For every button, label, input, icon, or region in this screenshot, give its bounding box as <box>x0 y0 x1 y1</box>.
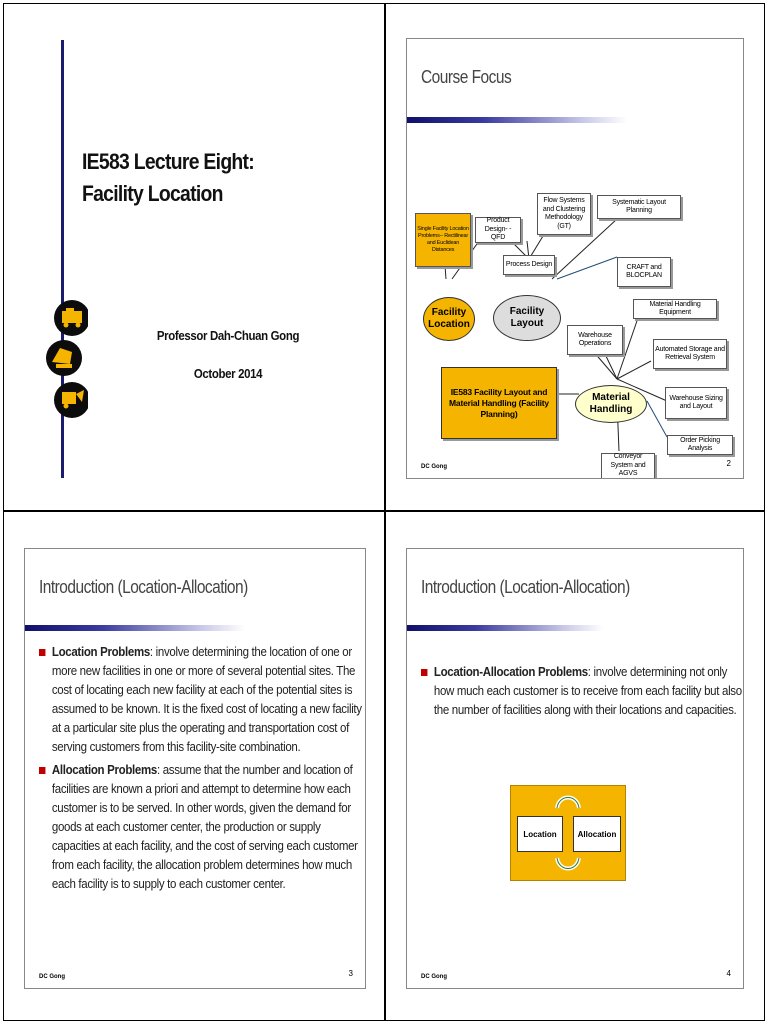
bullet-marker <box>421 669 427 676</box>
node-process-design: Process Design <box>503 255 555 275</box>
node-warehouse-operations: Warehouse Operations <box>567 325 623 355</box>
title-underline <box>25 625 245 631</box>
slide-footer: DC Gong <box>421 974 447 980</box>
slide-title: Introduction (Location-Allocation) <box>39 577 248 597</box>
page-number: 4 <box>726 969 731 978</box>
lecture-title <box>82 146 254 210</box>
slide-footer: DC Gong <box>421 464 447 470</box>
slide-title: Introduction (Location-Allocation) <box>421 577 630 597</box>
node-material-handling-equipment: Material Handling Equipment <box>633 299 717 319</box>
bullet-term: Allocation Problems <box>51 763 157 777</box>
slide-4 <box>406 548 744 989</box>
bullet-term: Location-Allocation Problems <box>433 665 588 679</box>
node-material-handling: Material Handling <box>575 385 647 423</box>
bullet-list <box>421 663 742 724</box>
page-number: 3 <box>348 969 353 978</box>
node-facility-layout: Facility Layout <box>493 295 561 341</box>
page-number: 2 <box>726 459 731 468</box>
bullet-text: : involve determining not only how much each customer is to receive from each facility but also the number of facilities along with their locations and capacities. <box>433 665 742 717</box>
node-conveyor: Conveyor System and AGVS <box>601 453 655 479</box>
node-product-design: Product Design- - QFD <box>475 217 521 243</box>
node-craft: CRAFT and BLOCPLAN <box>617 257 671 287</box>
node-single-facility: Single Facility Location Problems-- Rectilinear and Euclidean Distances <box>415 213 471 267</box>
location-box: Location <box>517 816 563 852</box>
slide-cell-1 <box>3 3 385 511</box>
slide-1 <box>24 34 374 494</box>
title-underline <box>407 117 627 123</box>
node-facility-location: Facility Location <box>423 297 475 341</box>
node-systematic-layout: Systematic Layout Planning <box>597 195 681 219</box>
bullet-item <box>421 663 742 720</box>
bullet-text: : involve determining the location of one or more new facilities in one or more of several potential sites. The cost of locating each new facility at each of the potential sites is assumed to be known. It is the fixed cost of locating a new facility at a particular site plus the operating and transportation cost of serving customers from this facility-site combination. <box>51 645 362 754</box>
slide-title: Course Focus <box>421 67 512 87</box>
bullet-list <box>39 643 362 898</box>
decorative-icons <box>42 294 88 426</box>
node-ie583-center: IE583 Facility Layout and Material Handling (Facility Planning) <box>441 367 557 439</box>
slide-cell-3 <box>3 511 385 1021</box>
node-flow-systems: Flow Systems and Clustering Methodology (GT) <box>537 193 591 235</box>
lecture-title-line-1: IE583 Lecture Eight: <box>82 149 255 174</box>
bullet-marker <box>39 649 45 656</box>
slide-cell-2 <box>385 3 765 511</box>
slide-footer: DC Gong <box>39 974 65 980</box>
node-automated-storage: Automated Storage and Retrieval System <box>653 339 727 369</box>
location-allocation-diagram <box>510 785 626 881</box>
slide-3 <box>24 548 366 989</box>
slide-2 <box>406 38 744 479</box>
slide-cell-4 <box>385 511 765 1021</box>
allocation-box: Allocation <box>573 816 621 852</box>
lecture-title-line-2: Facility Location <box>82 181 223 206</box>
presenter-name: Professor Dah-Chuan Gong <box>156 328 300 343</box>
bullet-term: Location Problems <box>51 645 150 659</box>
bullet-marker <box>39 767 45 774</box>
title-underline <box>407 625 603 631</box>
logistics-icons <box>42 294 88 426</box>
node-order-picking: Order Picking Analysis <box>667 435 733 455</box>
lecture-date: October 2014 <box>193 366 263 381</box>
bullet-text: : assume that the number and location of facilities are known a priori and attempt to determine how each customer is to be served. In other words, given the demand for goods at each customer center, the production or supply capacities at each facility, and the cost of serving each customer from each facility, the allocation problem determines how much each facility is to supply to each customer center. <box>51 763 358 891</box>
node-warehouse-sizing: Warehouse Sizing and Layout <box>665 387 727 419</box>
bullet-item <box>39 643 364 757</box>
bullet-item <box>39 761 364 894</box>
